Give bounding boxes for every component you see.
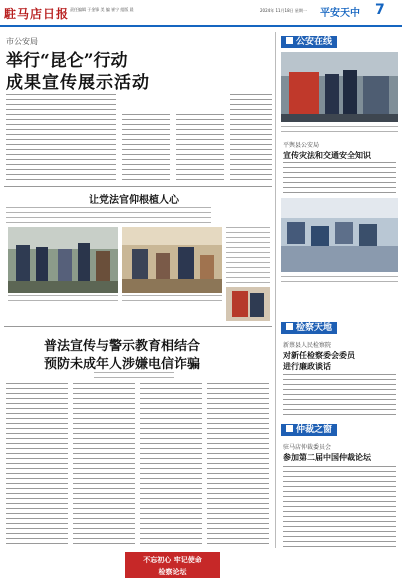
arbitration-tag-label: 仲裁之窗 xyxy=(296,425,333,435)
editor-line: 责任编辑 于金锋 美 编 崔宁 组版 晨 xyxy=(70,7,134,12)
procuratorate-tag-label: 检察天地 xyxy=(296,323,333,333)
square-icon xyxy=(286,37,293,44)
photo-caption-left xyxy=(8,295,118,305)
column-divider xyxy=(275,32,276,548)
photo-police-street xyxy=(281,52,398,122)
police-online-title: 宣传灾法和交通安全知识 xyxy=(283,150,371,160)
police-online-tag-label: 公安在线 xyxy=(296,37,333,47)
square-icon xyxy=(286,425,293,432)
feature-side-text xyxy=(226,227,270,287)
main-article-title-2: 预防未成年人涉嫌电信诈骗 xyxy=(44,357,201,372)
main-article-col-3 xyxy=(140,383,202,545)
section-title: 平安天中 xyxy=(320,8,360,19)
masthead-rule xyxy=(0,25,402,27)
photo-classroom xyxy=(122,227,222,293)
page-number: 7 xyxy=(375,2,385,18)
top-article-body-col-2 xyxy=(122,114,170,182)
main-article-title-1: 普法宣传与警示教育相结合 xyxy=(44,339,201,354)
arbitration-title: 参加第二届中国仲裁论坛 xyxy=(283,452,371,462)
arbitration-kicker: 驻马店仲裁委员会 xyxy=(283,444,332,451)
top-article-title-1: 举行“昆仑”行动 xyxy=(6,51,128,71)
police-online-tag xyxy=(281,36,337,48)
footer-column-name: 检察论坛 xyxy=(158,568,187,576)
procuratorate-title-2: 进行廉政谈话 xyxy=(283,361,331,371)
main-article-byline xyxy=(94,372,174,378)
top-article-body-col-3 xyxy=(176,114,224,182)
main-article-col-2 xyxy=(73,383,135,545)
top-article-body-col-4 xyxy=(230,94,272,182)
feature-title: 让党法官仰根植人心 xyxy=(89,195,179,206)
photo-poster xyxy=(226,287,270,321)
main-article-col-4 xyxy=(207,383,269,545)
students-photo-caption xyxy=(281,276,398,286)
procuratorate-title-1: 对新任检察委会委员 xyxy=(283,350,355,360)
arbitration-tag xyxy=(281,424,337,436)
top-article-body-col-1 xyxy=(6,94,116,182)
feature-intro xyxy=(6,207,211,223)
procuratorate-tag xyxy=(281,322,337,334)
photo-caption-right xyxy=(122,295,222,305)
square-icon xyxy=(286,323,293,330)
police-online-body xyxy=(283,162,396,194)
arbitration-body xyxy=(283,466,396,550)
police-photo-caption xyxy=(281,126,398,136)
footer-slogan: 不忘初心 牢记使命 xyxy=(143,556,202,564)
photo-feature xyxy=(4,186,272,326)
procuratorate-kicker: 新蔡县人民检察院 xyxy=(283,342,332,349)
top-article-kicker: 市公安局 xyxy=(6,37,38,46)
main-article xyxy=(4,326,272,548)
police-online-kicker: 平舆县公安局 xyxy=(283,142,320,149)
issue-date: 2024年 11月18日 星期一 xyxy=(260,8,307,13)
procuratorate-body xyxy=(283,374,396,418)
newspaper-name: 駐马店日报 xyxy=(4,7,70,21)
footer-banner xyxy=(125,552,220,578)
top-article xyxy=(4,34,272,184)
masthead xyxy=(0,0,402,28)
photo-classroom-students xyxy=(281,198,398,272)
top-article-title-2: 成果宣传展示活动 xyxy=(6,73,150,93)
main-article-col-1 xyxy=(6,383,68,545)
photo-traffic-officers xyxy=(8,227,118,293)
